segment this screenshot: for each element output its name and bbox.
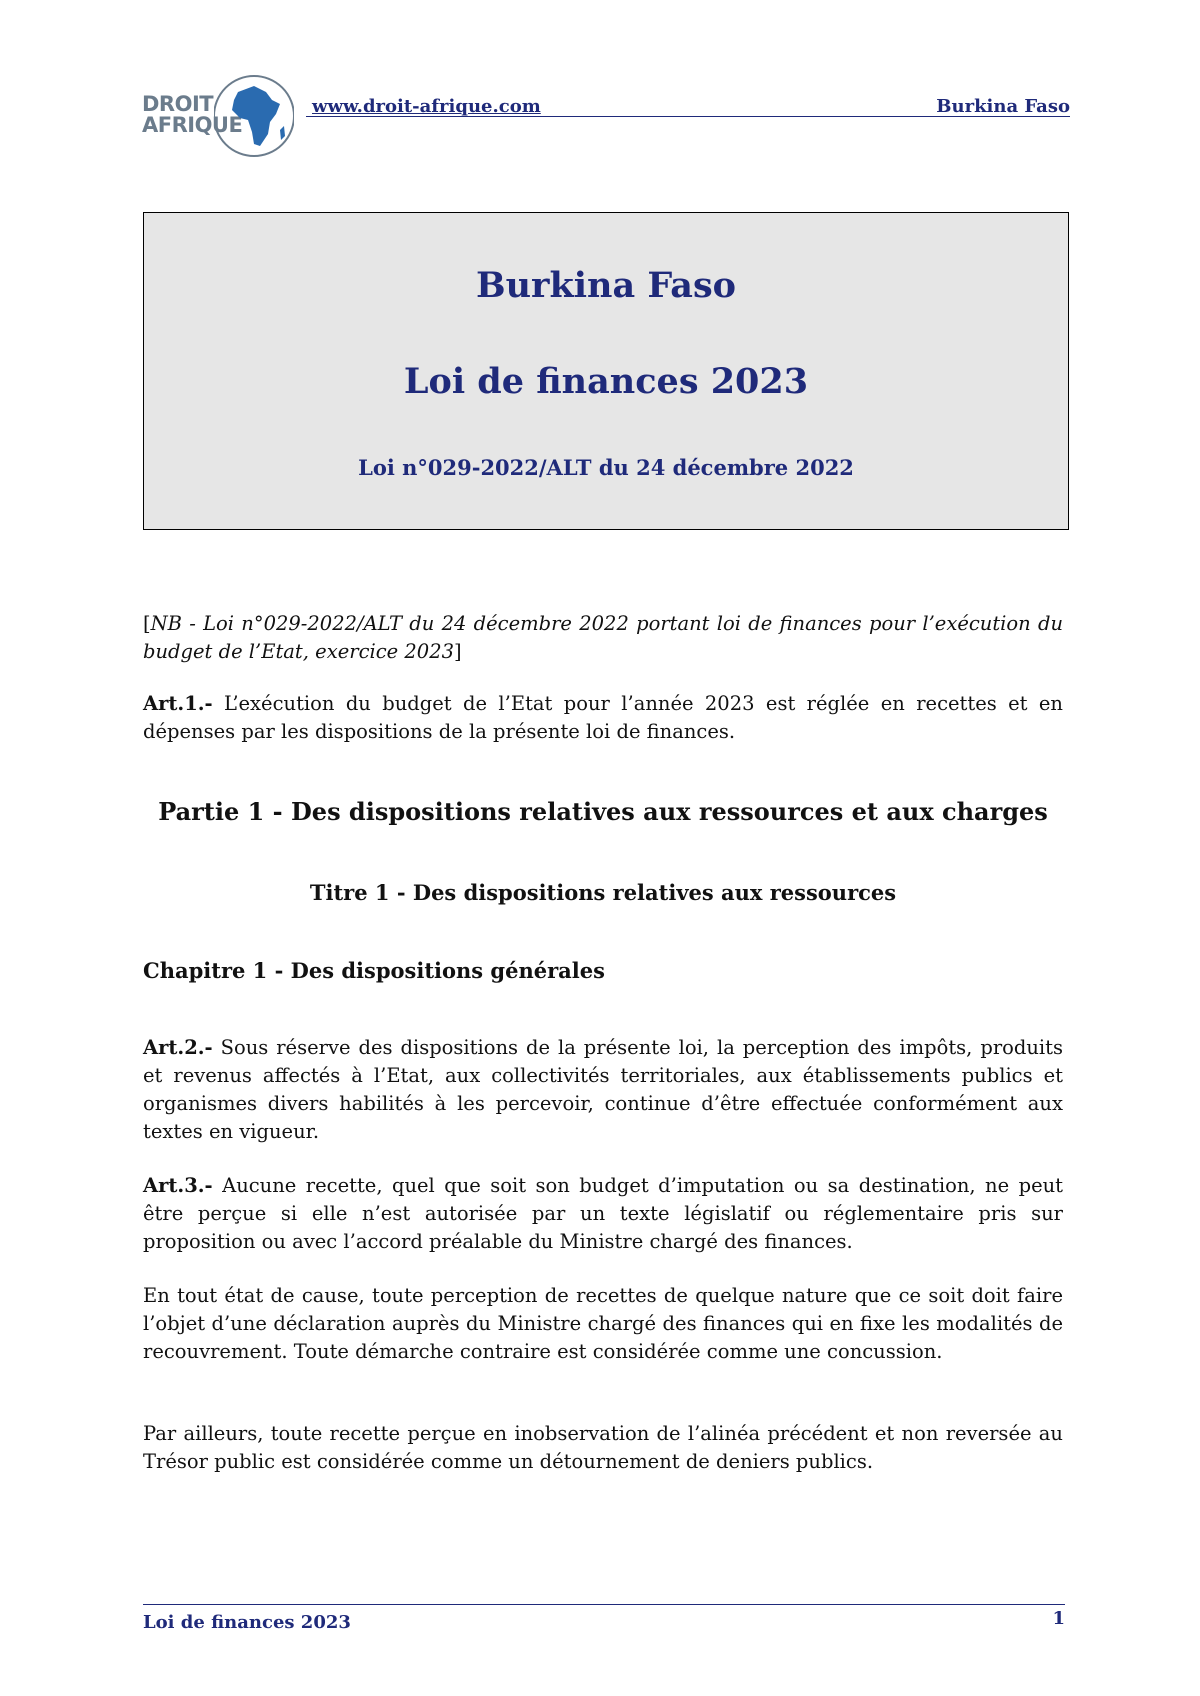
article-1-text: L’exécution du budget de l’Etat pour l’année 2023 est réglée en recettes et en dépenses par les dispositions de la présente loi de finances. — [143, 692, 1063, 743]
article-3-paragraph-2: En tout état de cause, toute perception de recettes de quelque nature que ce soit doit faire l’objet d’une déclaration auprès du Ministre chargé des finances qui en fixe les modalités de recouvrement. Toute démarche contraire est considérée comme une concussion. — [143, 1284, 1063, 1363]
note-open-bracket: [ — [143, 612, 151, 635]
document-subtitle: Loi de finances 2023 — [403, 361, 809, 402]
document-title: Burkina Faso — [476, 265, 736, 306]
editorial-note — [143, 610, 1063, 666]
chapter-heading: Chapitre 1 - Des dispositions générales — [143, 958, 605, 983]
footer-title: Loi de finances 2023 — [143, 1612, 351, 1633]
header-country: Burkina Faso — [936, 96, 1070, 117]
article-3-paragraph-3: Par ailleurs, toute recette perçue en inobservation de l’alinéa précédent et non reversée au Trésor public est considérée comme un détournement de deniers publics. — [143, 1422, 1063, 1473]
article-2-label: Art.2.- — [143, 1036, 213, 1059]
article-1-label: Art.1.- — [143, 692, 213, 715]
article-1 — [143, 690, 1063, 746]
footer-divider — [143, 1604, 1065, 1605]
part-heading: Partie 1 - Des dispositions relatives aux ressources et aux charges — [158, 797, 1048, 826]
africa-map-logo-icon — [214, 70, 294, 162]
note-close-bracket: ] — [454, 640, 462, 663]
law-reference: Loi n°029-2022/ALT du 24 décembre 2022 — [358, 455, 854, 480]
article-3-text: Aucune recette, quel que soit son budget d’imputation ou sa destination, ne peut être perçue si elle n’est autorisée par un texte législatif ou réglementaire pris sur proposition ou avec l’accord préalable du Ministre chargé des finances. — [143, 1174, 1063, 1253]
title-box — [143, 212, 1069, 530]
article-3 — [143, 1172, 1063, 1256]
droit-afrique-logo — [142, 68, 292, 164]
page-number: 1 — [1052, 1608, 1065, 1629]
article-2 — [143, 1034, 1063, 1146]
logo-line-1: DROIT — [142, 92, 214, 116]
logo-line-2: AFRIQUE — [142, 113, 243, 137]
website-link[interactable]: www.droit-afrique.com — [312, 96, 541, 117]
title-heading: Titre 1 - Des dispositions relatives aux ressources — [309, 880, 897, 905]
note-text: NB - Loi n°029-2022/ALT du 24 décembre 2022 portant loi de finances pour l’exécution du budget de l’Etat, exercice 2023 — [143, 612, 1063, 663]
article-2-text: Sous réserve des dispositions de la présente loi, la perception des impôts, produits et revenus affectés à l’Etat, aux collectivités territoriales, aux établissements publics et organismes divers habilités à les percevoir, continue d’être effectuée conformément aux textes en vigueur. — [143, 1036, 1063, 1143]
article-3-label: Art.3.- — [143, 1174, 213, 1197]
page-header — [142, 68, 1070, 164]
